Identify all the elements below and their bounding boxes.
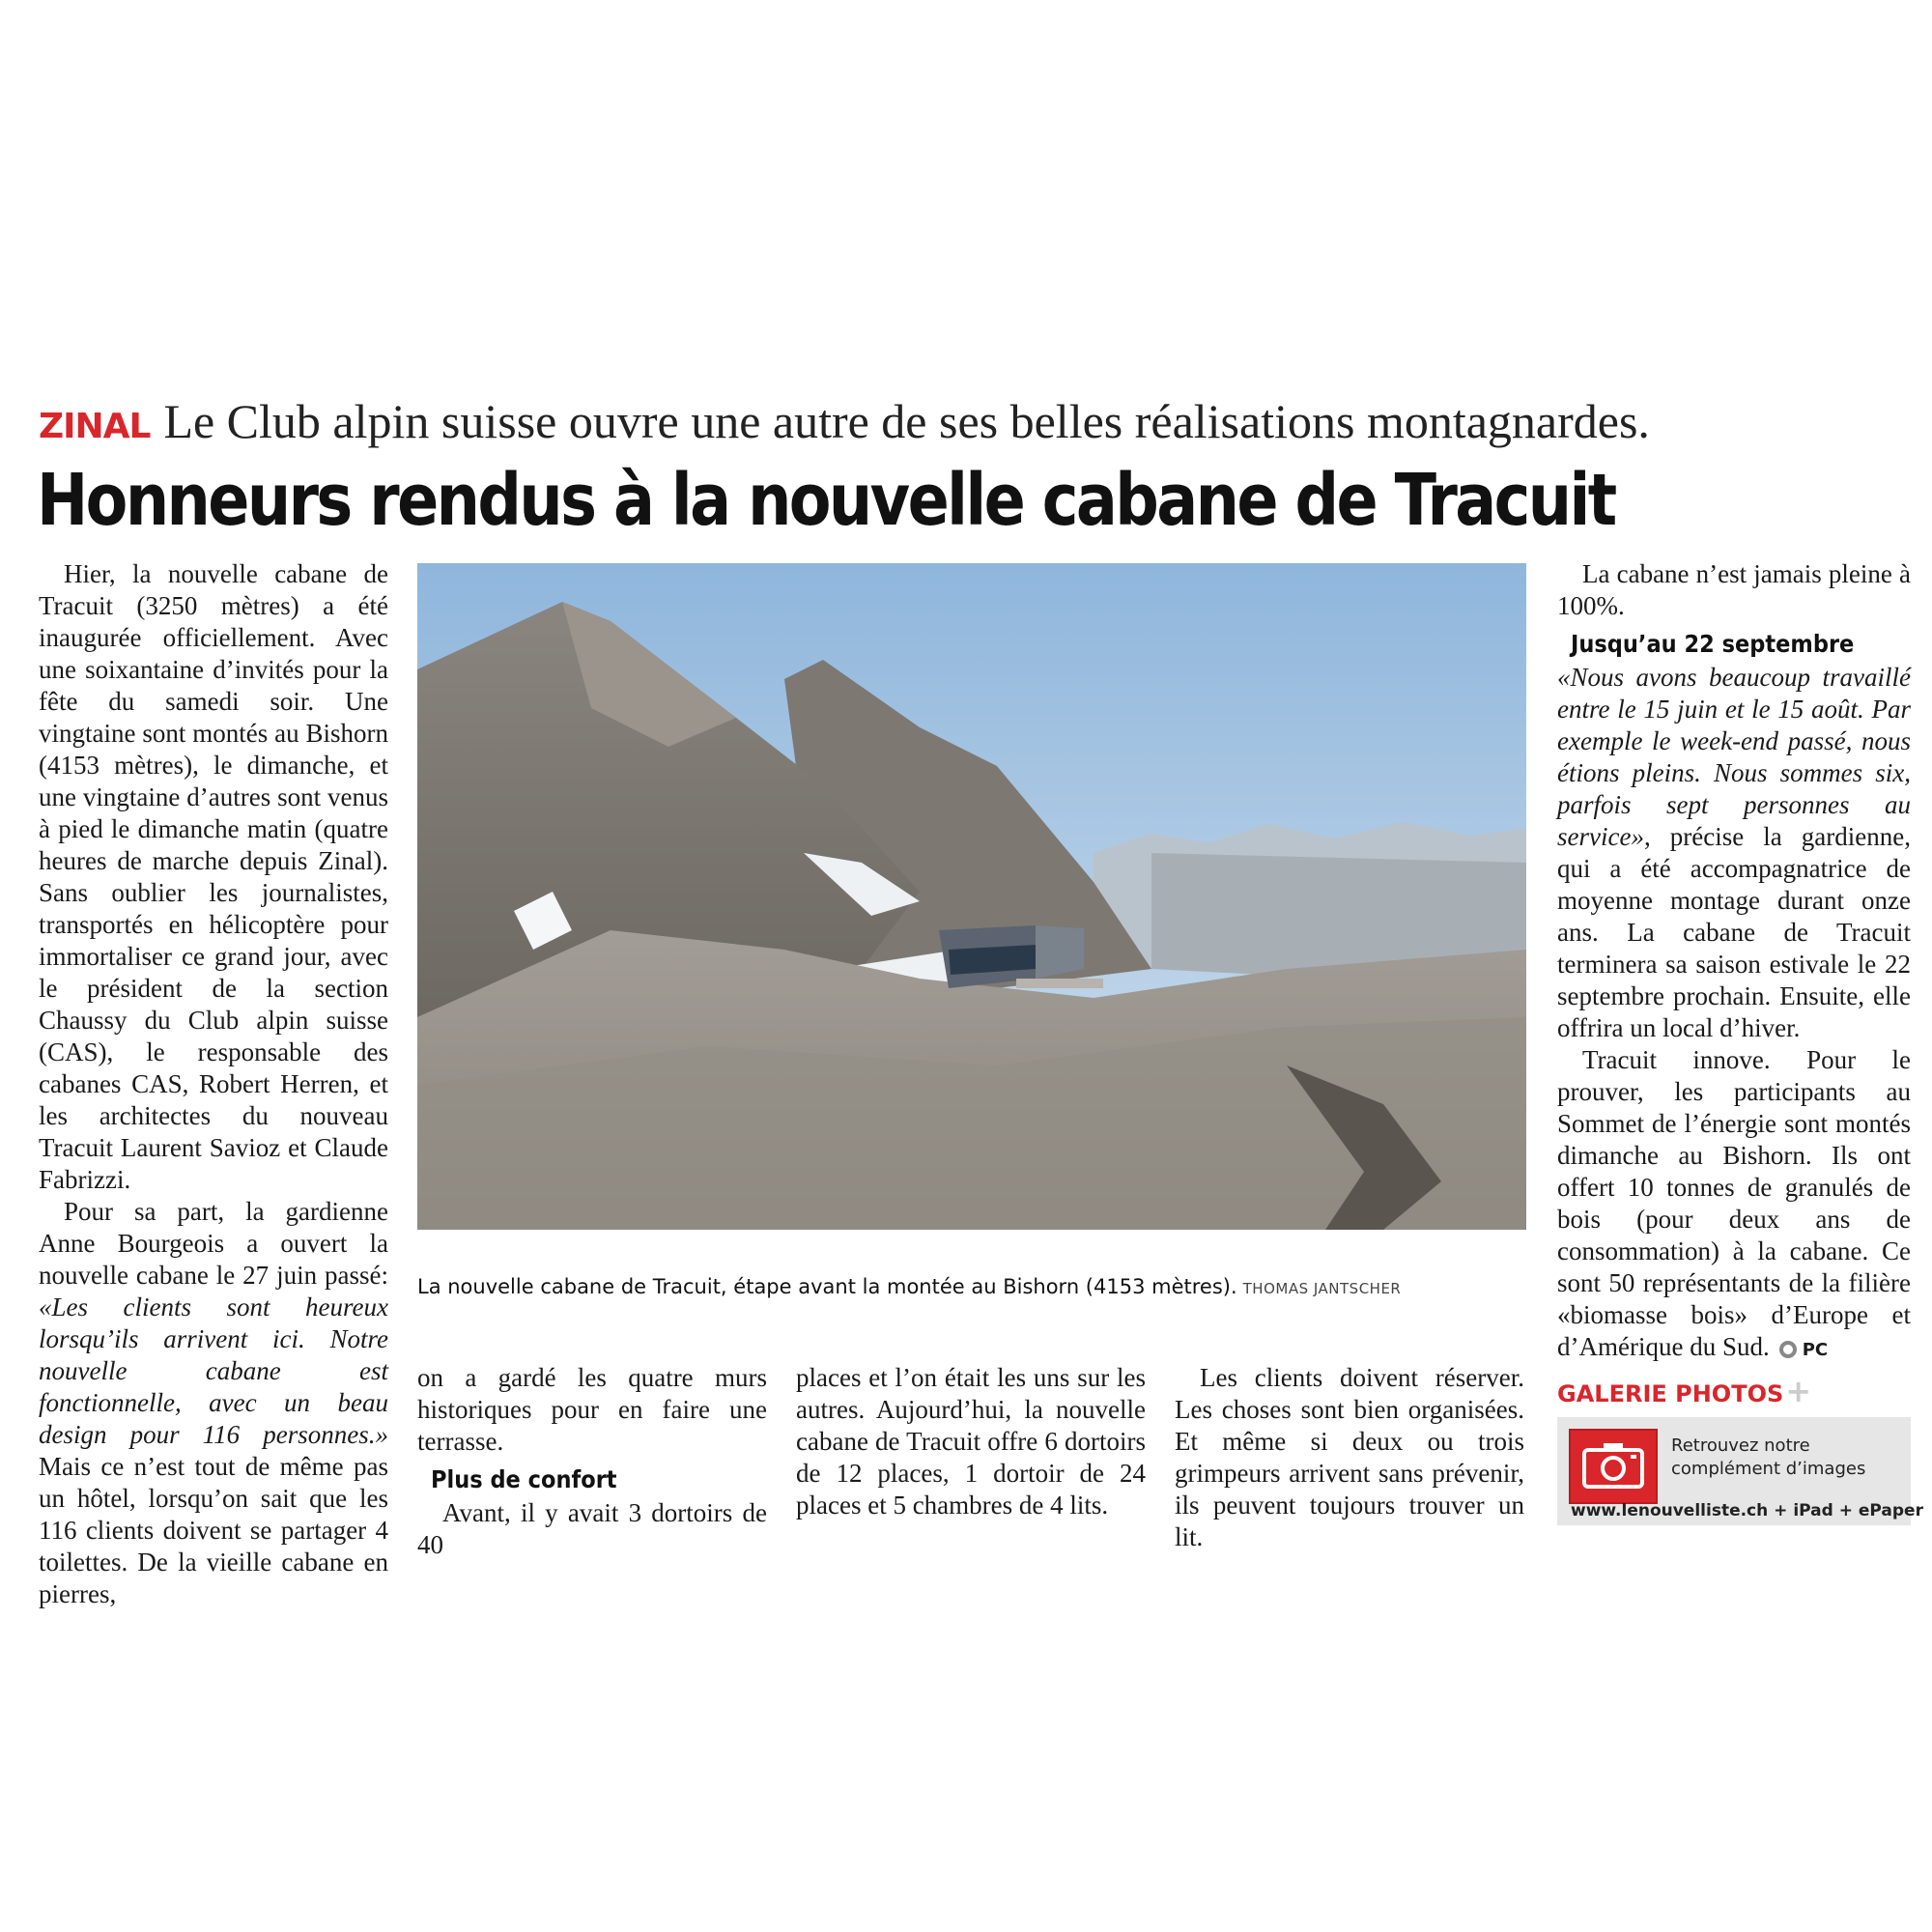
column-2 (417, 1362, 767, 1561)
plus-icon: + (1785, 1373, 1812, 1409)
gallery-title: GALERIE PHOTOS+ (1557, 1373, 1812, 1409)
quote: «Nous avons beaucoup travaillé entre le 15 juin et le 15 août. Par exemple le week-end passé, nous étions pleins. Nous sommes six, parfois sept personnes au service» (1557, 663, 1911, 851)
article-photo (417, 563, 1526, 1230)
column-4 (1175, 1362, 1524, 1553)
mountain-hut-photo (417, 563, 1526, 1230)
author-signature: PC (1802, 1340, 1829, 1360)
deck: Le Club alpin suisse ouvre une autre de ses belles réalisations montagnardes. (163, 394, 1650, 448)
paragraph: Tracuit innove. Pour le prouver, les participants au Sommet de l’énergie sont montés dimanche au Bishorn. Ils ont offert 10 tonnes de granulés de bois (pour deux ans de consommation) à la cabane. Ce sont 50 représentants de la filière «biomasse bois» d’Europe et d’Amérique du Sud. PC (1557, 1045, 1911, 1361)
photo-gallery-promo[interactable] (1557, 1373, 1923, 1525)
paragraph: on a gardé les quatre murs historiques pour en faire une terrasse. (417, 1363, 767, 1456)
gallery-box[interactable] (1557, 1417, 1923, 1525)
camera-icon (1569, 1429, 1658, 1504)
paragraph: Les clients doivent réserver. Les choses sont bien organisées. Et même si deux ou trois grimpeurs arrivent sans prévenir, ils peuvent toujours trouver un lit. (1175, 1363, 1524, 1551)
column-1 (39, 558, 388, 1610)
paragraph: Avant, il y avait 3 dortoirs de 40 (417, 1498, 767, 1559)
subheading: Jusqu’au 22 septembre (1571, 630, 1855, 658)
paragraph: places et l’on était les uns sur les autres. Aujourd’hui, la nouvelle cabane de Tracuit offre 6 dortoirs de 12 places, 1 dortoir de 24 places et 5 chambres de 4 lits. (796, 1363, 1146, 1520)
photo-caption: La nouvelle cabane de Tracuit, étape avant la montée au Bishorn (4153 mètres). THOMAS JANTSCHER (417, 1275, 1402, 1298)
column-3 (796, 1362, 1146, 1521)
subheading: Plus de confort (431, 1465, 617, 1493)
quote: «Les clients sont heureux lorsqu’ils arrivent ici. Notre nouvelle cabane est fonctionnelle, avec un beau design pour 116 personnes.» (39, 1293, 388, 1449)
column-5 (1557, 558, 1911, 1366)
gallery-link[interactable]: www.lenouvelliste.ch + iPad + ePaper (1571, 1501, 1923, 1520)
location-tag: ZINAL (39, 407, 151, 446)
signature-dot-icon (1779, 1341, 1797, 1358)
paragraph: La cabane n’est jamais pleine à 100%. (1557, 559, 1911, 620)
headline: Honneurs rendus à la nouvelle cabane de Tracuit (37, 459, 1615, 542)
paragraph: «Nous avons beaucoup travaillé entre le 15 juin et le 15 août. Par exemple le week-end passé, nous étions pleins. Nous sommes six, parfois sept personnes au service», précise la gardienne, qui a été accompagnatrice de moyenne montage durant onze ans. La cabane de Tracuit terminera sa saison estivale le 22 septembre prochain. Ensuite, elle offrira un local d’hiver. (1557, 663, 1911, 1042)
paragraph: Pour sa part, la gardienne Anne Bourgeois a ouvert la nouvelle cabane le 27 juin passé: «Les clients sont heureux lorsqu’ils arrivent ici. Notre nouvelle cabane est fonctionnelle, avec un beau design pour 116 personnes.» Mais ce n’est tout de même pas un hôtel, lorsqu’on sait que les 116 clients doivent se partager 4 toilettes. De la vieille cabane en pierres, (39, 1197, 388, 1608)
gallery-text: Retrouvez notre complément d’images (1671, 1435, 1866, 1479)
kicker-line (39, 394, 1650, 448)
paragraph: Hier, la nouvelle cabane de Tracuit (3250 mètres) a été inaugurée officiellement. Avec une soixantaine d’invités pour la fête du samedi soir. Une vingtaine sont montés au Bishorn (4153 mètres), le dimanche, et une vingtaine d’autres sont venus à pied le dimanche matin (quatre heures de marche depuis Zinal). Sans oublier les journalistes, transportés en hélicoptère pour immortaliser ce grand jour, avec le président de la section Chaussy du Club alpin suisse (CAS), le responsable des cabanes CAS, Robert Herren, et les architectes du nouveau Tracuit Laurent Savioz et Claude Fabrizzi. (39, 559, 388, 1194)
photo-credit: THOMAS JANTSCHER (1242, 1280, 1402, 1297)
